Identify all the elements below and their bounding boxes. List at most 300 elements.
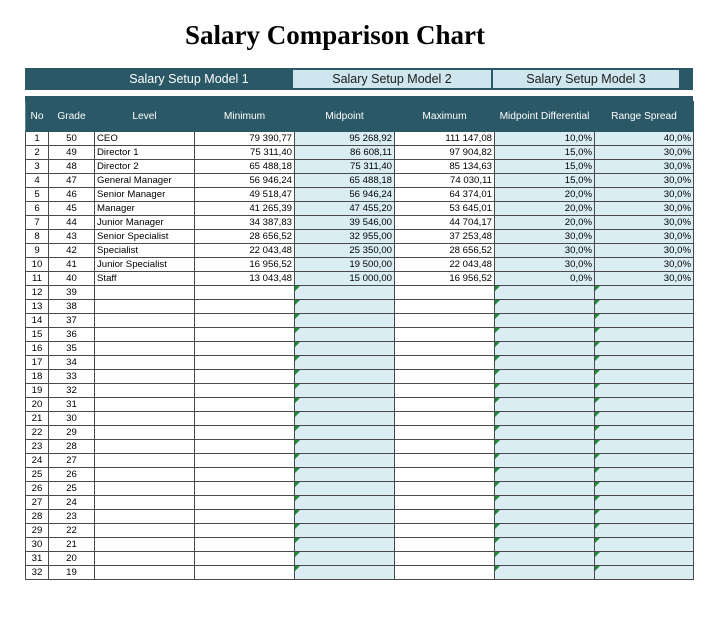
cell-level[interactable]: [95, 314, 195, 328]
cell-midpoint[interactable]: [295, 356, 395, 370]
cell-range-spread[interactable]: 30,0%: [595, 188, 694, 202]
cell-no[interactable]: 11: [26, 272, 49, 286]
cell-level[interactable]: [95, 552, 195, 566]
cell-level[interactable]: [95, 426, 195, 440]
cell-no[interactable]: 29: [26, 524, 49, 538]
cell-midpoint[interactable]: [295, 482, 395, 496]
cell-range-spread[interactable]: [595, 370, 694, 384]
tab-salary-setup-model-3[interactable]: Salary Setup Model 3: [493, 70, 679, 88]
cell-grade[interactable]: 29: [49, 426, 95, 440]
cell-level[interactable]: [95, 538, 195, 552]
cell-midpoint-differential[interactable]: 10,0%: [495, 132, 595, 146]
cell-range-spread[interactable]: [595, 454, 694, 468]
cell-range-spread[interactable]: [595, 356, 694, 370]
cell-midpoint-differential[interactable]: [495, 538, 595, 552]
cell-level[interactable]: General Manager: [95, 174, 195, 188]
cell-minimum[interactable]: 13 043,48: [195, 272, 295, 286]
cell-grade[interactable]: 27: [49, 454, 95, 468]
table-row: [26, 426, 694, 440]
col-header-maximum: Maximum: [395, 102, 495, 132]
cell-midpoint-differential[interactable]: [495, 314, 595, 328]
cell-grade[interactable]: 47: [49, 174, 95, 188]
cell-midpoint[interactable]: [295, 496, 395, 510]
table-row: [26, 342, 694, 356]
cell-minimum[interactable]: [195, 552, 295, 566]
cell-no[interactable]: 19: [26, 384, 49, 398]
cell-maximum[interactable]: [395, 314, 495, 328]
cell-level[interactable]: [95, 384, 195, 398]
cell-maximum[interactable]: 53 645,01: [395, 202, 495, 216]
cell-midpoint[interactable]: 56 946,24: [295, 188, 395, 202]
cell-minimum[interactable]: [195, 510, 295, 524]
cell-midpoint-differential[interactable]: [495, 496, 595, 510]
cell-midpoint-differential[interactable]: [495, 384, 595, 398]
cell-minimum[interactable]: [195, 314, 295, 328]
cell-level[interactable]: [95, 328, 195, 342]
cell-midpoint-differential[interactable]: 0,0%: [495, 272, 595, 286]
cell-midpoint[interactable]: 47 455,20: [295, 202, 395, 216]
cell-grade[interactable]: 43: [49, 230, 95, 244]
cell-minimum[interactable]: [195, 468, 295, 482]
cell-range-spread[interactable]: [595, 510, 694, 524]
table-row: [26, 300, 694, 314]
cell-level[interactable]: Staff: [95, 272, 195, 286]
cell-maximum[interactable]: [395, 426, 495, 440]
cell-midpoint-differential[interactable]: [495, 566, 595, 580]
cell-level[interactable]: [95, 440, 195, 454]
table-row: [26, 370, 694, 384]
cell-level[interactable]: [95, 468, 195, 482]
cell-midpoint-differential[interactable]: [495, 524, 595, 538]
table-row: [26, 510, 694, 524]
cell-midpoint[interactable]: [295, 328, 395, 342]
cell-midpoint[interactable]: [295, 468, 395, 482]
cell-midpoint-differential[interactable]: 30,0%: [495, 244, 595, 258]
cell-range-spread[interactable]: [595, 566, 694, 580]
cell-maximum[interactable]: [395, 412, 495, 426]
cell-midpoint[interactable]: [295, 384, 395, 398]
cell-grade[interactable]: 46: [49, 188, 95, 202]
cell-grade[interactable]: 31: [49, 398, 95, 412]
cell-maximum[interactable]: [395, 538, 495, 552]
cell-maximum[interactable]: [395, 440, 495, 454]
cell-maximum[interactable]: [395, 328, 495, 342]
cell-no[interactable]: 17: [26, 356, 49, 370]
col-header-minimum: Minimum: [195, 102, 295, 132]
table-row: [26, 524, 694, 538]
cell-midpoint[interactable]: 75 311,40: [295, 160, 395, 174]
cell-maximum[interactable]: [395, 510, 495, 524]
cell-no[interactable]: 13: [26, 300, 49, 314]
table-row: [26, 468, 694, 482]
cell-grade[interactable]: 42: [49, 244, 95, 258]
cell-midpoint-differential[interactable]: 30,0%: [495, 258, 595, 272]
cell-range-spread[interactable]: [595, 384, 694, 398]
cell-minimum[interactable]: [195, 384, 295, 398]
cell-minimum[interactable]: [195, 566, 295, 580]
cell-range-spread[interactable]: [595, 552, 694, 566]
cell-grade[interactable]: 32: [49, 384, 95, 398]
cell-grade[interactable]: 50: [49, 132, 95, 146]
table-row: [26, 230, 694, 244]
table-row: [26, 384, 694, 398]
cell-minimum[interactable]: [195, 524, 295, 538]
cell-midpoint-differential[interactable]: [495, 454, 595, 468]
cell-minimum[interactable]: 49 518,47: [195, 188, 295, 202]
cell-midpoint-differential[interactable]: [495, 468, 595, 482]
cell-range-spread[interactable]: [595, 524, 694, 538]
cell-minimum[interactable]: 79 390,77: [195, 132, 295, 146]
cell-range-spread[interactable]: [595, 538, 694, 552]
table-row: [26, 440, 694, 454]
cell-maximum[interactable]: 111 147,08: [395, 132, 495, 146]
cell-midpoint-differential[interactable]: [495, 370, 595, 384]
cell-midpoint-differential[interactable]: 20,0%: [495, 216, 595, 230]
cell-range-spread[interactable]: [595, 342, 694, 356]
cell-range-spread[interactable]: [595, 468, 694, 482]
cell-minimum[interactable]: [195, 412, 295, 426]
cell-minimum[interactable]: [195, 482, 295, 496]
cell-minimum[interactable]: 16 956,52: [195, 258, 295, 272]
page-title: Salary Comparison Chart: [184, 20, 485, 50]
col-header-range-spread: Range Spread: [595, 102, 694, 132]
cell-grade[interactable]: 22: [49, 524, 95, 538]
cell-midpoint[interactable]: [295, 552, 395, 566]
table-row: [26, 566, 694, 580]
col-header-midpoint-differential: Midpoint Differential: [495, 102, 595, 132]
table-row: [26, 314, 694, 328]
cell-no[interactable]: 26: [26, 482, 49, 496]
col-header-no: No: [26, 102, 49, 132]
cell-grade[interactable]: 44: [49, 216, 95, 230]
cell-no[interactable]: 3: [26, 160, 49, 174]
cell-grade[interactable]: 41: [49, 258, 95, 272]
cell-minimum[interactable]: [195, 426, 295, 440]
cell-minimum[interactable]: [195, 342, 295, 356]
salary-table: [25, 101, 694, 580]
cell-no[interactable]: 14: [26, 314, 49, 328]
cell-midpoint[interactable]: [295, 538, 395, 552]
cell-midpoint[interactable]: 15 000,00: [295, 272, 395, 286]
cell-midpoint-differential[interactable]: [495, 412, 595, 426]
table-row: [26, 258, 694, 272]
cell-midpoint[interactable]: [295, 300, 395, 314]
cell-range-spread[interactable]: 30,0%: [595, 258, 694, 272]
cell-no[interactable]: 31: [26, 552, 49, 566]
cell-no[interactable]: 4: [26, 174, 49, 188]
cell-level[interactable]: [95, 412, 195, 426]
cell-grade[interactable]: 48: [49, 160, 95, 174]
table-body: [26, 132, 694, 580]
cell-grade[interactable]: 30: [49, 412, 95, 426]
cell-maximum[interactable]: [395, 356, 495, 370]
cell-minimum[interactable]: [195, 440, 295, 454]
cell-no[interactable]: 28: [26, 510, 49, 524]
cell-midpoint-differential[interactable]: [495, 398, 595, 412]
cell-grade[interactable]: 40: [49, 272, 95, 286]
cell-level[interactable]: CEO: [95, 132, 195, 146]
cell-midpoint-differential[interactable]: [495, 342, 595, 356]
table-row: [26, 552, 694, 566]
cell-midpoint[interactable]: [295, 454, 395, 468]
model-tab-bar: [25, 68, 693, 90]
cell-grade[interactable]: 23: [49, 510, 95, 524]
cell-range-spread[interactable]: [595, 300, 694, 314]
cell-range-spread[interactable]: 40,0%: [595, 132, 694, 146]
cell-maximum[interactable]: [395, 398, 495, 412]
cell-maximum[interactable]: [395, 496, 495, 510]
cell-level[interactable]: Manager: [95, 202, 195, 216]
cell-no[interactable]: 15: [26, 328, 49, 342]
cell-maximum[interactable]: [395, 384, 495, 398]
cell-no[interactable]: 9: [26, 244, 49, 258]
table-row: [26, 482, 694, 496]
cell-level[interactable]: Senior Manager: [95, 188, 195, 202]
cell-midpoint-differential[interactable]: 15,0%: [495, 160, 595, 174]
cell-midpoint-differential[interactable]: 30,0%: [495, 230, 595, 244]
cell-midpoint[interactable]: [295, 426, 395, 440]
cell-midpoint-differential[interactable]: [495, 510, 595, 524]
cell-no[interactable]: 30: [26, 538, 49, 552]
cell-level[interactable]: [95, 496, 195, 510]
col-header-midpoint: Midpoint: [295, 102, 395, 132]
cell-grade[interactable]: 35: [49, 342, 95, 356]
cell-minimum[interactable]: 56 946,24: [195, 174, 295, 188]
cell-midpoint-differential[interactable]: [495, 286, 595, 300]
cell-level[interactable]: [95, 356, 195, 370]
cell-level[interactable]: [95, 524, 195, 538]
cell-midpoint-differential[interactable]: [495, 482, 595, 496]
cell-maximum[interactable]: [395, 552, 495, 566]
cell-level[interactable]: [95, 300, 195, 314]
cell-no[interactable]: 6: [26, 202, 49, 216]
table-row: [26, 496, 694, 510]
cell-midpoint-differential[interactable]: 20,0%: [495, 188, 595, 202]
col-header-level: Level: [95, 102, 195, 132]
cell-midpoint[interactable]: 32 955,00: [295, 230, 395, 244]
cell-maximum[interactable]: [395, 342, 495, 356]
tab-salary-setup-model-1[interactable]: Salary Setup Model 1: [85, 70, 293, 88]
cell-maximum[interactable]: 74 030,11: [395, 174, 495, 188]
cell-no[interactable]: 24: [26, 454, 49, 468]
cell-grade[interactable]: 38: [49, 300, 95, 314]
cell-midpoint[interactable]: 25 350,00: [295, 244, 395, 258]
cell-level[interactable]: [95, 398, 195, 412]
table-row: [26, 160, 694, 174]
cell-level[interactable]: Junior Specialist: [95, 258, 195, 272]
cell-level[interactable]: [95, 342, 195, 356]
cell-minimum[interactable]: [195, 454, 295, 468]
table-row: [26, 202, 694, 216]
table-row: [26, 412, 694, 426]
cell-midpoint-differential[interactable]: [495, 356, 595, 370]
cell-range-spread[interactable]: 30,0%: [595, 202, 694, 216]
cell-range-spread[interactable]: 30,0%: [595, 272, 694, 286]
cell-maximum[interactable]: 22 043,48: [395, 258, 495, 272]
cell-range-spread[interactable]: [595, 440, 694, 454]
cell-grade[interactable]: 45: [49, 202, 95, 216]
cell-maximum[interactable]: [395, 482, 495, 496]
cell-range-spread[interactable]: [595, 496, 694, 510]
cell-range-spread[interactable]: [595, 482, 694, 496]
table-row: [26, 398, 694, 412]
cell-range-spread[interactable]: 30,0%: [595, 160, 694, 174]
cell-midpoint[interactable]: [295, 524, 395, 538]
cell-grade[interactable]: 21: [49, 538, 95, 552]
cell-minimum[interactable]: [195, 496, 295, 510]
cell-grade[interactable]: 33: [49, 370, 95, 384]
cell-no[interactable]: 12: [26, 286, 49, 300]
cell-no[interactable]: 16: [26, 342, 49, 356]
cell-maximum[interactable]: 97 904,82: [395, 146, 495, 160]
cell-midpoint-differential[interactable]: 15,0%: [495, 174, 595, 188]
cell-midpoint[interactable]: [295, 286, 395, 300]
cell-midpoint[interactable]: [295, 510, 395, 524]
cell-minimum[interactable]: [195, 370, 295, 384]
cell-midpoint-differential[interactable]: 15,0%: [495, 146, 595, 160]
cell-midpoint-differential[interactable]: [495, 426, 595, 440]
cell-midpoint[interactable]: [295, 370, 395, 384]
cell-range-spread[interactable]: [595, 398, 694, 412]
cell-minimum[interactable]: 65 488,18: [195, 160, 295, 174]
cell-grade[interactable]: 24: [49, 496, 95, 510]
cell-midpoint[interactable]: 39 546,00: [295, 216, 395, 230]
cell-maximum[interactable]: [395, 370, 495, 384]
cell-grade[interactable]: 49: [49, 146, 95, 160]
cell-maximum[interactable]: 44 704,17: [395, 216, 495, 230]
cell-midpoint[interactable]: 65 488,18: [295, 174, 395, 188]
cell-range-spread[interactable]: [595, 412, 694, 426]
cell-no[interactable]: 21: [26, 412, 49, 426]
cell-minimum[interactable]: 41 265,39: [195, 202, 295, 216]
cell-range-spread[interactable]: 30,0%: [595, 230, 694, 244]
cell-maximum[interactable]: [395, 286, 495, 300]
cell-no[interactable]: 8: [26, 230, 49, 244]
cell-maximum[interactable]: 16 956,52: [395, 272, 495, 286]
cell-no[interactable]: 18: [26, 370, 49, 384]
cell-midpoint[interactable]: [295, 342, 395, 356]
cell-level[interactable]: [95, 286, 195, 300]
cell-no[interactable]: 22: [26, 426, 49, 440]
cell-midpoint-differential[interactable]: [495, 300, 595, 314]
table-header-row: [26, 102, 694, 132]
cell-minimum[interactable]: [195, 398, 295, 412]
col-header-grade: Grade: [49, 102, 95, 132]
cell-level[interactable]: [95, 566, 195, 580]
cell-range-spread[interactable]: 30,0%: [595, 146, 694, 160]
cell-no[interactable]: 23: [26, 440, 49, 454]
cell-no[interactable]: 2: [26, 146, 49, 160]
cell-no[interactable]: 20: [26, 398, 49, 412]
cell-midpoint-differential[interactable]: 20,0%: [495, 202, 595, 216]
cell-midpoint-differential[interactable]: [495, 328, 595, 342]
cell-minimum[interactable]: [195, 538, 295, 552]
cell-no[interactable]: 1: [26, 132, 49, 146]
cell-no[interactable]: 32: [26, 566, 49, 580]
cell-no[interactable]: 7: [26, 216, 49, 230]
cell-minimum[interactable]: 22 043,48: [195, 244, 295, 258]
cell-grade[interactable]: 19: [49, 566, 95, 580]
cell-grade[interactable]: 37: [49, 314, 95, 328]
cell-range-spread[interactable]: 30,0%: [595, 174, 694, 188]
cell-minimum[interactable]: [195, 286, 295, 300]
cell-range-spread[interactable]: [595, 314, 694, 328]
cell-level[interactable]: [95, 510, 195, 524]
cell-no[interactable]: 25: [26, 468, 49, 482]
cell-no[interactable]: 27: [26, 496, 49, 510]
cell-grade[interactable]: 28: [49, 440, 95, 454]
cell-grade[interactable]: 26: [49, 468, 95, 482]
cell-grade[interactable]: 25: [49, 482, 95, 496]
table-row: [26, 216, 694, 230]
cell-grade[interactable]: 39: [49, 286, 95, 300]
cell-maximum[interactable]: [395, 524, 495, 538]
cell-minimum[interactable]: 34 387,83: [195, 216, 295, 230]
cell-range-spread[interactable]: [595, 426, 694, 440]
cell-level[interactable]: Director 1: [95, 146, 195, 160]
cell-level[interactable]: [95, 454, 195, 468]
cell-range-spread[interactable]: 30,0%: [595, 244, 694, 258]
cell-range-spread[interactable]: 30,0%: [595, 216, 694, 230]
cell-range-spread[interactable]: [595, 286, 694, 300]
tab-salary-setup-model-2[interactable]: Salary Setup Model 2: [293, 70, 491, 88]
cell-maximum[interactable]: 64 374,01: [395, 188, 495, 202]
cell-minimum[interactable]: [195, 356, 295, 370]
cell-no[interactable]: 5: [26, 188, 49, 202]
cell-level[interactable]: Director 2: [95, 160, 195, 174]
cell-maximum[interactable]: 85 134,63: [395, 160, 495, 174]
cell-range-spread[interactable]: [595, 328, 694, 342]
table-row: [26, 454, 694, 468]
cell-midpoint[interactable]: [295, 398, 395, 412]
table-row: [26, 538, 694, 552]
table-row: [26, 174, 694, 188]
cell-midpoint[interactable]: [295, 314, 395, 328]
cell-grade[interactable]: 36: [49, 328, 95, 342]
cell-minimum[interactable]: 75 311,40: [195, 146, 295, 160]
cell-midpoint-differential[interactable]: [495, 552, 595, 566]
cell-midpoint[interactable]: 95 268,92: [295, 132, 395, 146]
cell-maximum[interactable]: 28 656,52: [395, 244, 495, 258]
cell-level[interactable]: [95, 482, 195, 496]
cell-midpoint[interactable]: 86 608,11: [295, 146, 395, 160]
table-row: [26, 132, 694, 146]
cell-grade[interactable]: 20: [49, 552, 95, 566]
cell-midpoint[interactable]: [295, 440, 395, 454]
cell-maximum[interactable]: [395, 300, 495, 314]
cell-maximum[interactable]: 37 253,48: [395, 230, 495, 244]
cell-minimum[interactable]: [195, 300, 295, 314]
cell-midpoint[interactable]: 19 500,00: [295, 258, 395, 272]
cell-no[interactable]: 10: [26, 258, 49, 272]
cell-level[interactable]: Specialist: [95, 244, 195, 258]
cell-minimum[interactable]: 28 656,52: [195, 230, 295, 244]
cell-maximum[interactable]: [395, 468, 495, 482]
cell-level[interactable]: Senior Specialist: [95, 230, 195, 244]
cell-grade[interactable]: 34: [49, 356, 95, 370]
table-row: [26, 328, 694, 342]
cell-midpoint-differential[interactable]: [495, 440, 595, 454]
cell-minimum[interactable]: [195, 328, 295, 342]
cell-level[interactable]: Junior Manager: [95, 216, 195, 230]
cell-maximum[interactable]: [395, 454, 495, 468]
cell-level[interactable]: [95, 370, 195, 384]
cell-midpoint[interactable]: [295, 412, 395, 426]
table-row: [26, 272, 694, 286]
table-row: [26, 356, 694, 370]
cell-maximum[interactable]: [395, 566, 495, 580]
cell-midpoint[interactable]: [295, 566, 395, 580]
